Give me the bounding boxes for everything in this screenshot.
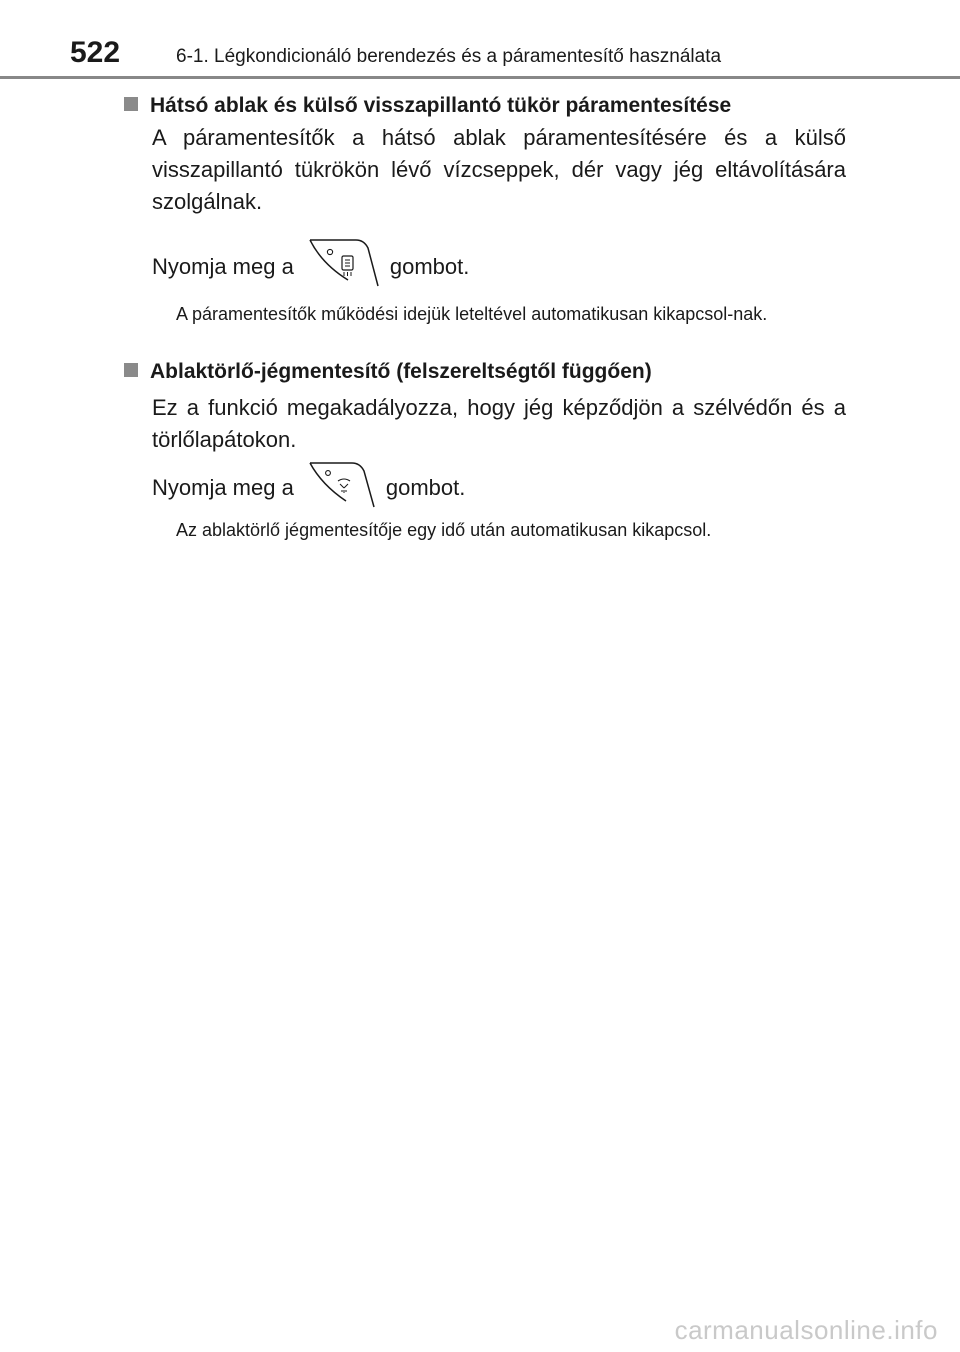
section-body: A páramentesítők a hátsó ablak páramentesítésére és a külső visszapillantó tükrökön lévő vízcseppek, dér vagy jég eltávolítására szolgálnak.	[152, 125, 846, 214]
press-after-text: gombot.	[389, 254, 470, 279]
section-note: Az ablaktörlő jégmentesítője egy idő után automatikusan kikapcsol.	[176, 520, 712, 540]
square-bullet-icon	[124, 97, 138, 111]
windshield-wiper-deicer-button-icon	[304, 457, 376, 519]
square-bullet-icon	[124, 363, 138, 377]
section-heading	[124, 94, 731, 118]
press-before-text: Nyomja meg a	[152, 475, 294, 500]
press-after-text: gombot.	[385, 475, 466, 500]
page-number: 522	[70, 36, 121, 69]
press-before-text: Nyomja meg a	[152, 254, 294, 279]
section-heading-text: Ablaktörlő-jégmentesítő (felszereltségtől függően)	[150, 360, 652, 383]
chapter-title: 6-1. Légkondicionáló berendezés és a páramentesítő használata	[176, 46, 722, 67]
watermark: carmanualsonline.info	[674, 1315, 938, 1345]
section-note: A páramentesítők működési idejük leteltével automatikusan kikapcsol-nak.	[176, 304, 768, 324]
press-instruction	[152, 232, 469, 302]
section-heading-text: Hátsó ablak és külső visszapillantó tükör páramentesítése	[150, 94, 732, 117]
header-rule	[0, 76, 960, 79]
press-instruction	[152, 456, 465, 520]
section-body: Ez a funkció megakadályozza, hogy jég képződjön a szélvédőn és a törlőlapátokon.	[152, 395, 846, 452]
rear-defogger-button-icon	[304, 234, 380, 300]
section-heading	[124, 360, 652, 384]
